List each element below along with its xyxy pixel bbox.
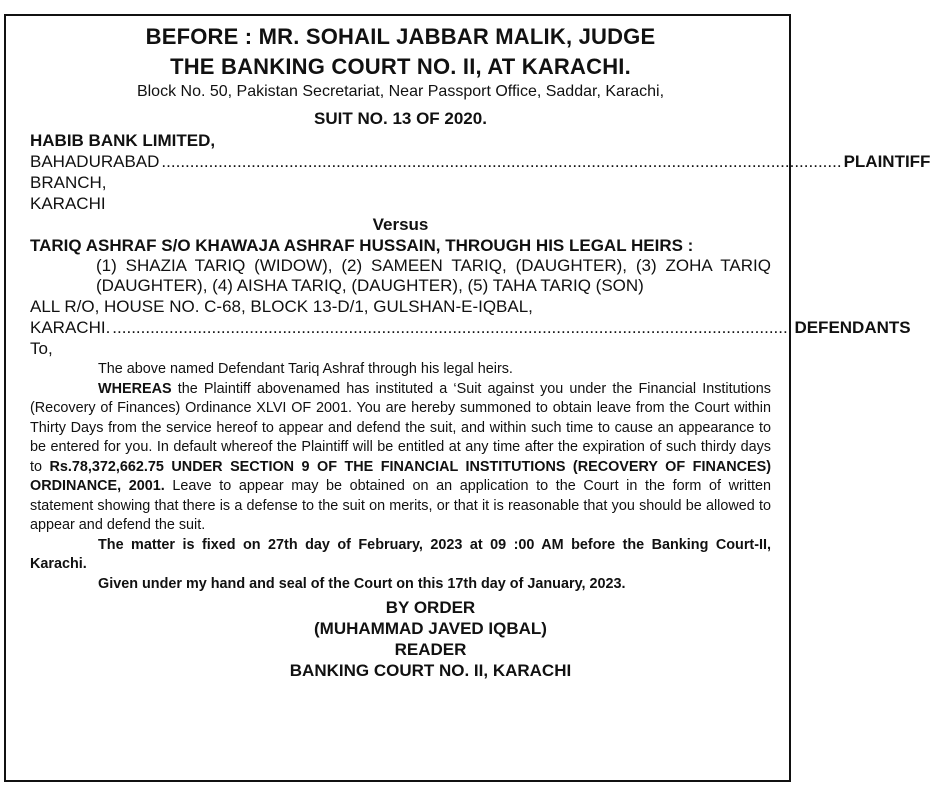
suit-number: SUIT NO. 13 OF 2020.: [314, 109, 487, 128]
versus-label: Versus: [372, 215, 429, 234]
signatory-court: BANKING COURT NO. II, KARACHI: [289, 661, 572, 680]
to-label: To,: [30, 339, 53, 358]
defendant-city: KARACHI.: [30, 318, 111, 337]
plaintiff-role: PLAINTIFF: [843, 152, 930, 171]
plaintiff-branch: BAHADURABAD BRANCH, KARACHI: [30, 152, 160, 213]
by-order: BY ORDER: [385, 598, 476, 617]
signatory-title: READER: [394, 640, 467, 659]
signatory-name: (MUHAMMAD JAVED IQBAL): [314, 619, 547, 638]
legal-heirs-list: (1) SHAZIA TARIQ (WIDOW), (2) SAMEEN TARIQ, (DAUGHTER), (3) ZOHA TARIQ (DAUGHTER), (4) AISHA TARIQ, (DAUGHTER), (5) TAHA TARIQ (SON): [96, 256, 771, 295]
defendant-role: DEFENDANTS: [794, 318, 911, 337]
leader-dots: ................................................................................................................................................: [112, 318, 793, 337]
court-notice: [4, 14, 930, 782]
defendant-line: [30, 317, 911, 338]
signature-block: [30, 597, 771, 681]
defendant-address: ALL R/O, HOUSE NO. C-68, BLOCK 13-D/1, GULSHAN-E-IQBAL,: [30, 297, 533, 316]
court-heading: THE BANKING COURT NO. II, AT KARACHI.: [170, 54, 631, 79]
paragraph-hearing-date: The matter is fixed on 27th day of February, 2023 at 09 :00 AM before the Banking Court-II, Karachi.: [30, 536, 771, 572]
paragraph-intro: The above named Defendant Tariq Ashraf through his legal heirs.: [98, 361, 513, 377]
court-address: Block No. 50, Pakistan Secretariat, Near Passport Office, Saddar, Karachi,: [136, 83, 665, 100]
paragraph-whereas: [30, 380, 771, 536]
plaintiff-name: HABIB BANK LIMITED,: [30, 131, 216, 150]
leader-dots: ................................................................................................................................................: [161, 152, 842, 171]
judge-heading: BEFORE : MR. SOHAIL JABBAR MALIK, JUDGE: [145, 24, 656, 49]
plaintiff-line: [30, 151, 930, 214]
whereas-tail: Leave to appear may be obtained on an application to the Court in the form of written statement showing that there is a defense to the suit on merits, or that it is reasonable that you should be allowed to appear and defend the suit.: [30, 478, 771, 533]
whereas-text: the Plaintiff abovenamed has instituted a ‘Suit against you under the Financial Institutions (Recovery of Finances) Ordinance XLVI OF 2001. You are hereby summoned to obtain leave from the Court within Thirty Days from the service hereof to appear and defend the suit, and within such time to cause an appearance to be entered for you. In default whereof the Plaintiff will be entitled at any time after the expiration of such thirdy days to: [30, 380, 771, 475]
whereas-lead: WHEREAS: [98, 380, 172, 397]
claim-amount: Rs.78,372,662.75 UNDER SECTION 9 OF THE FINANCIAL INSTITUTIONS (RECOVERY OF FINANCES) ORDINANCE, 2001.: [30, 458, 771, 494]
paragraph-seal: Given under my hand and seal of the Court on this 17th day of January, 2023.: [98, 575, 626, 592]
defendant-name: TARIQ ASHRAF S/O KHAWAJA ASHRAF HUSSAIN, THROUGH HIS LEGAL HEIRS :: [30, 236, 694, 255]
notice-body: [30, 360, 771, 594]
